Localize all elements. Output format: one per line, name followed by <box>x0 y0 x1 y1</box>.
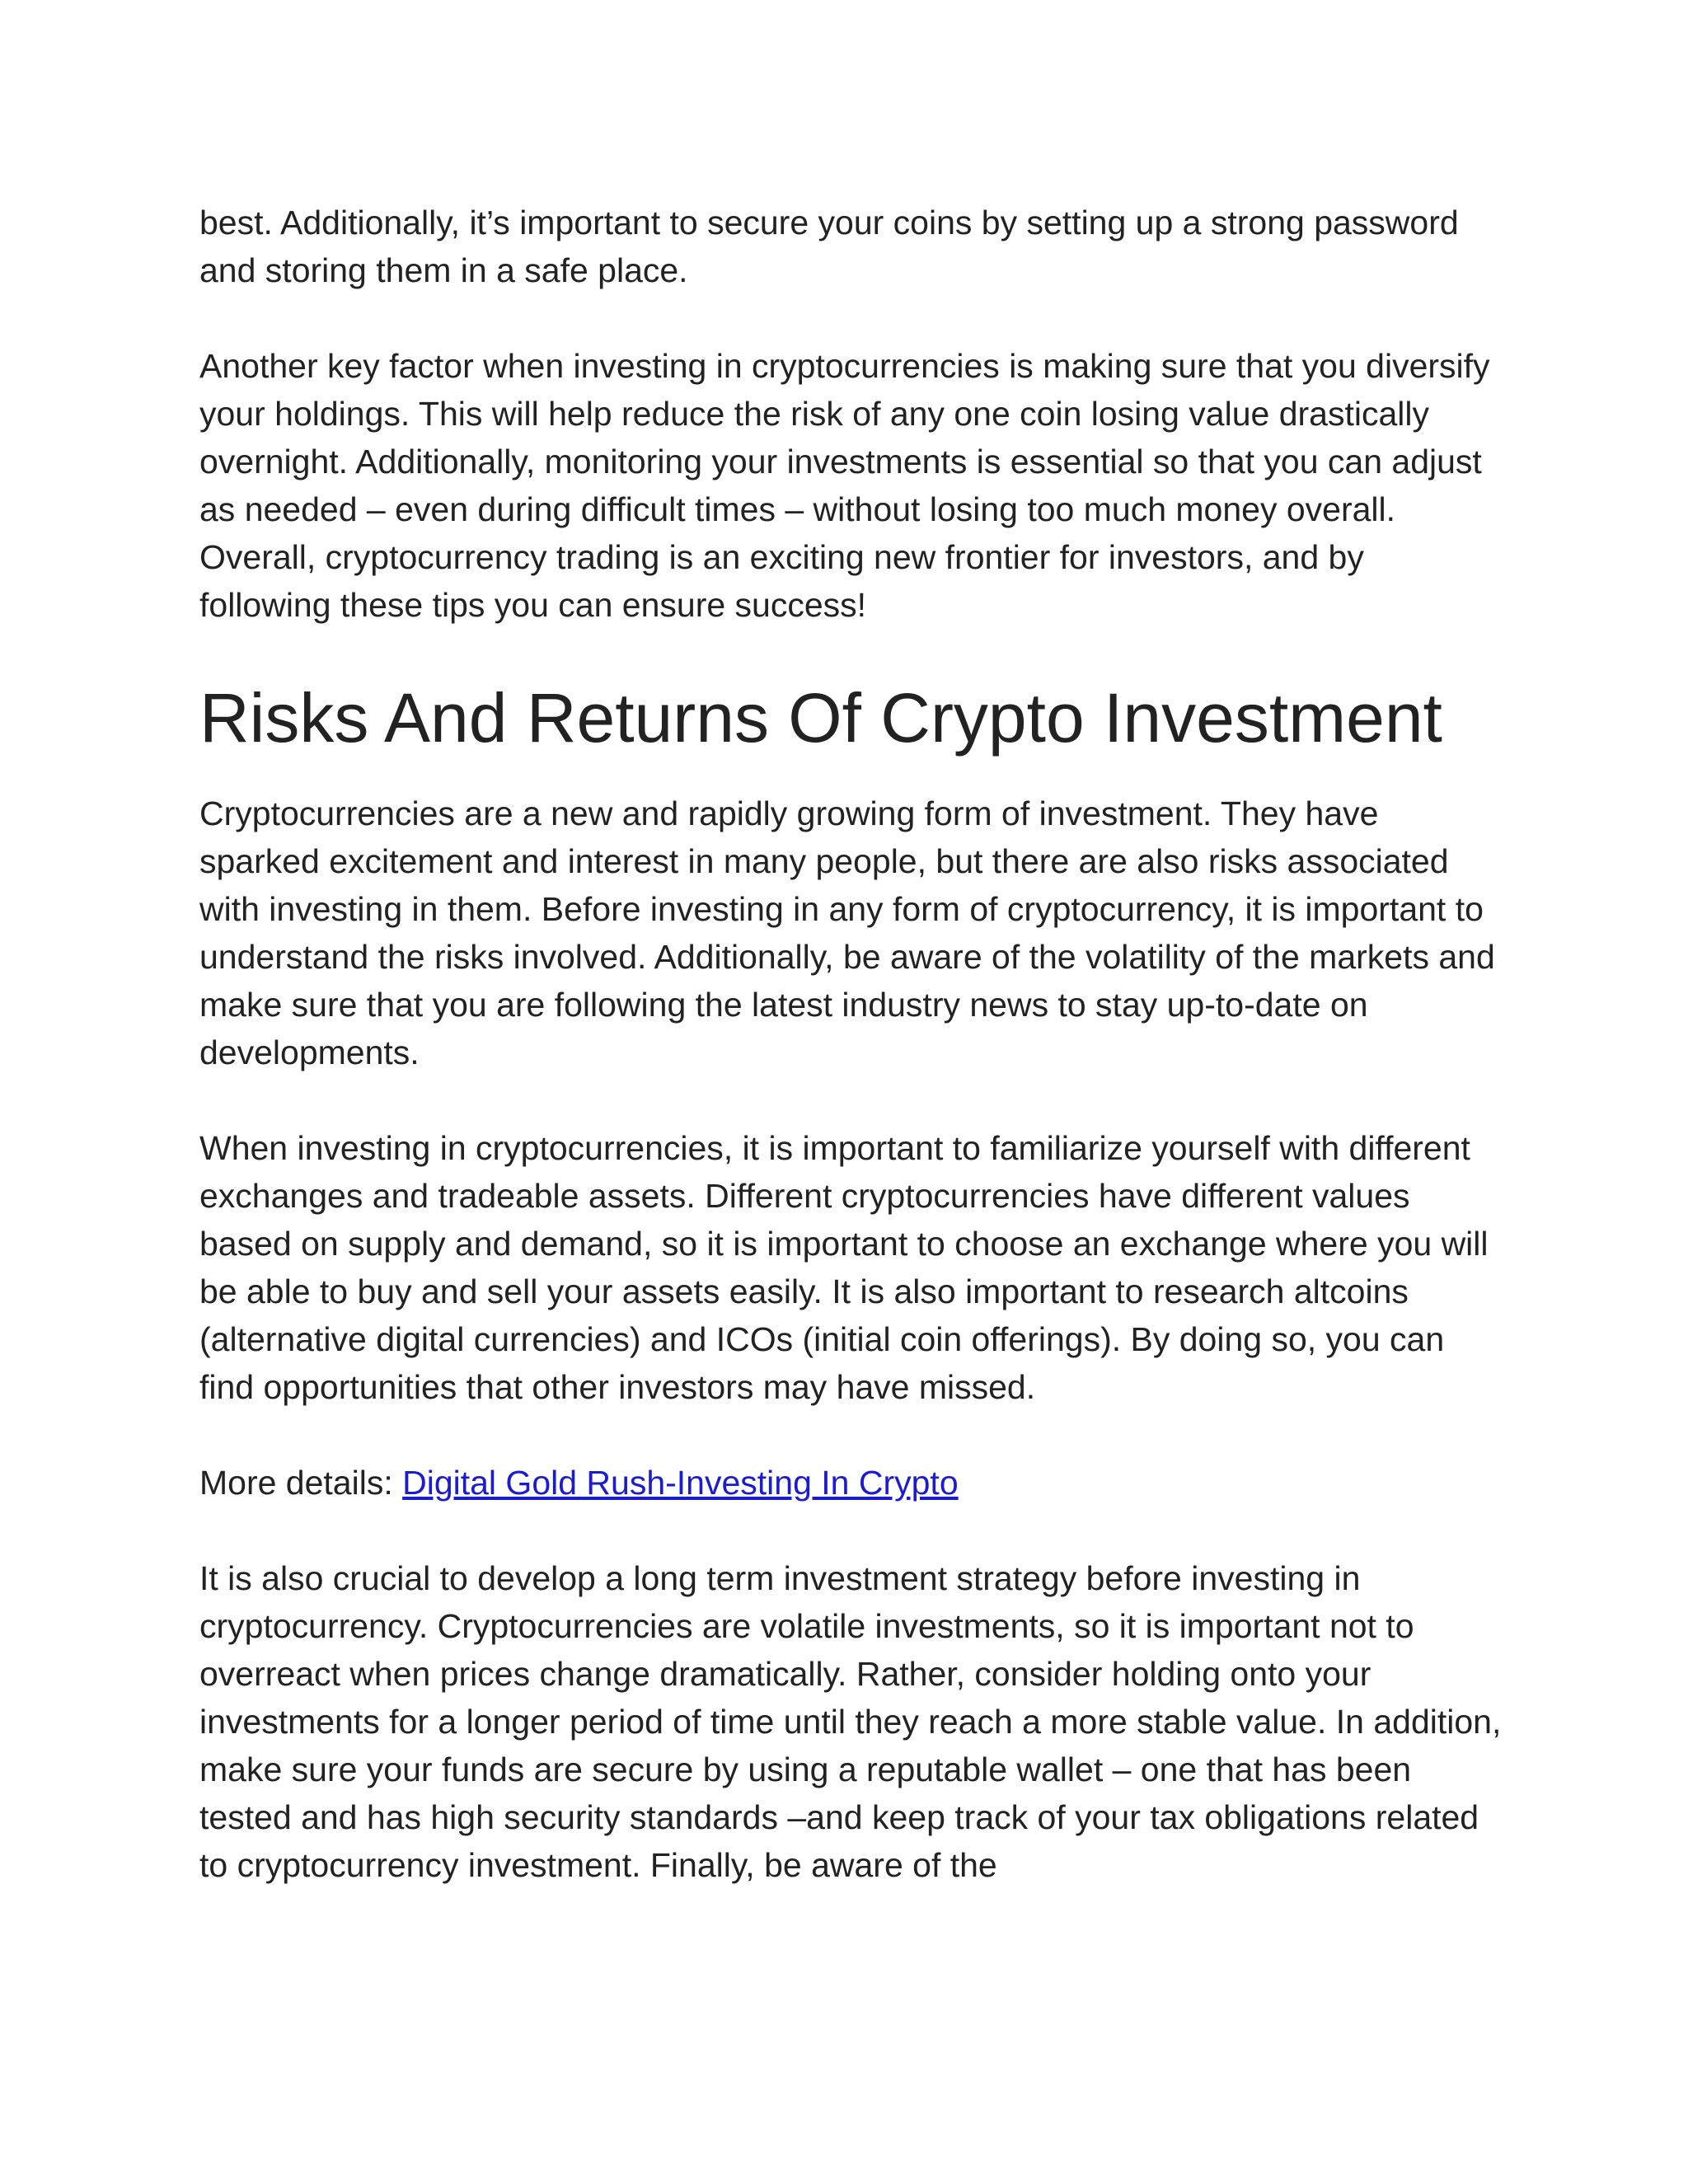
paragraph-diversify: Another key factor when investing in cryptocurrencies is making sure that you diversify your holdings. This will help reduce the risk of any one coin losing value drastically overnight. Additionally, monitoring your investments is essential so that you can adjust as needed – even during difficult times – without losing too much money overall. Overall, cryptocurrency trading is an exciting new frontier for investors, and by following these tips you can ensure success! <box>199 347 1490 624</box>
paragraph-intro-continuation: best. Additionally, it’s important to secure your coins by setting up a strong password and storing them in a safe place. <box>199 204 1459 289</box>
paragraph-exchanges: When investing in cryptocurrencies, it is important to familiarize yourself with different exchanges and tradeable assets. Different cryptocurrencies have different values based on supply and demand, so it is important to choose an exchange where you will be able to buy and sell your assets easily. It is also important to research altcoins (alternative digital currencies) and ICOs (initial coin offerings). By doing so, you can find opportunities that other investors may have missed. <box>199 1129 1489 1406</box>
paragraph-risks: Cryptocurrencies are a new and rapidly growing form of investment. They have sparked excitement and interest in many people, but there are also risks associated with investing in them. Before investing in any form of cryptocurrency, it is important to understand the risks involved. Additionally, be aware of the volatility of the markets and make sure that you are following the latest industry news to stay up-to-date on developments. <box>199 794 1495 1071</box>
paragraph-long-term-strategy: It is also crucial to develop a long term investment strategy before investing in cryptocurrency. Cryptocurrencies are volatile investments, so it is important not to overreact when prices change dramatically. Rather, consider holding onto your investments for a longer period of time until they reach a more stable value. In addition, make sure your funds are secure by using a reputable wallet – one that has been tested and has high security standards –and keep track of your tax obligations related to cryptocurrency investment. Finally, be aware of the <box>199 1559 1502 1884</box>
document-content <box>199 199 1502 1937</box>
more-details-link[interactable]: Digital Gold Rush-Investing In Crypto <box>402 1464 959 1502</box>
more-details-label: More details: <box>199 1464 403 1502</box>
more-details-line <box>199 1459 1502 1507</box>
section-heading: Risks And Returns Of Crypto Investment <box>199 679 1442 757</box>
